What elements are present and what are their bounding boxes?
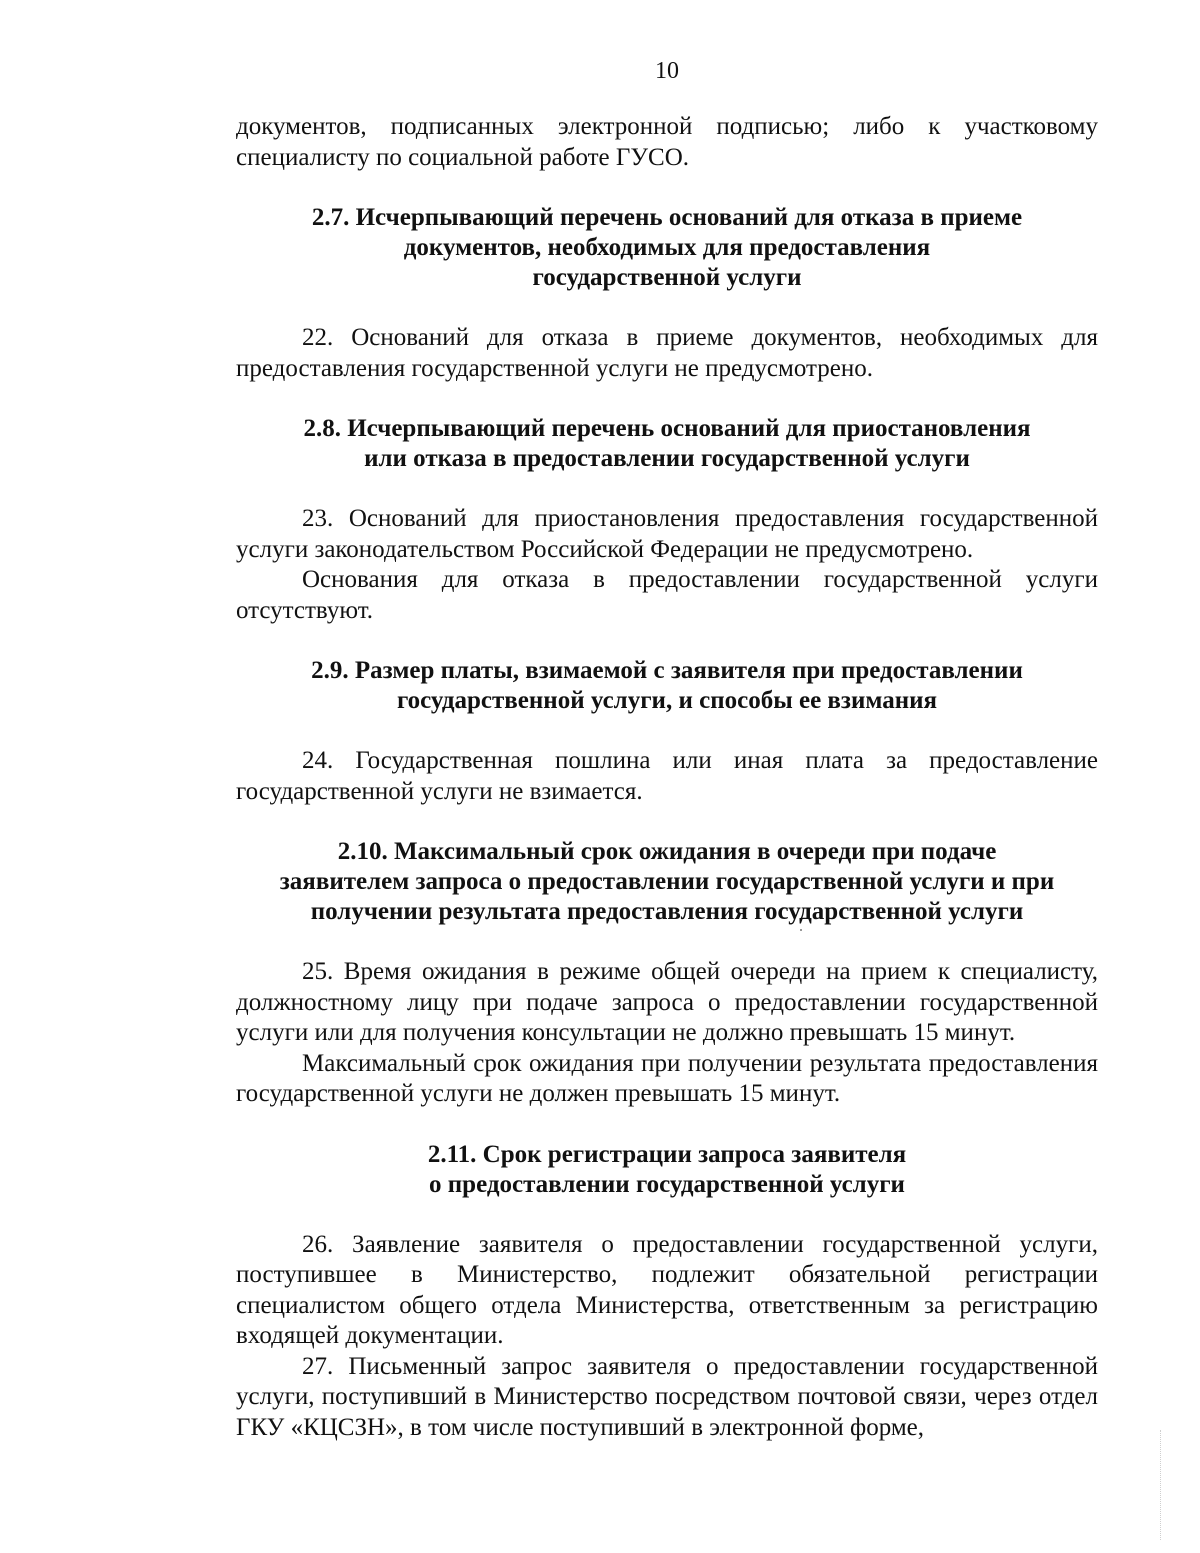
- paragraph-26: 26. Заявление заявителя о предоставлении государственной услуги, поступившее в Министерство, подлежит обязательной регистрации специалистом общего отдела Министерства, ответственным за регистрацию входящей документации.: [236, 1230, 1098, 1349]
- section-heading-2-11: [236, 1140, 1098, 1200]
- heading-line: заявителем запроса о предоставлении государственной услуги и при: [279, 868, 1055, 895]
- heading-line: государственной услуги: [532, 264, 802, 291]
- paragraph-25-continued: Максимальный срок ожидания при получении результата предоставления государственной услуги не должен превышать 15 минут.: [236, 1049, 1098, 1107]
- paragraph-intro: документов, подписанных электронной подписью; либо к участковому специалисту по социальной работе ГУСО.: [236, 113, 1098, 171]
- section-heading-2-7: [236, 203, 1098, 293]
- paragraph-22: 22. Оснований для отказа в приеме документов, необходимых для предоставления государственной услуги не предусмотрено.: [236, 324, 1098, 382]
- heading-line: или отказа в предоставлении государственной услуги: [364, 445, 970, 472]
- scan-edge-mark: [1160, 1430, 1162, 1540]
- document-body: [236, 112, 1098, 1443]
- section-heading-2-10: [236, 837, 1098, 927]
- paragraph-27: 27. Письменный запрос заявителя о предоставлении государственной услуги, поступивший в Министерство посредством почтовой связи, через отдел ГКУ «КЦСЗН», в том числе поступивший в электронной форме,: [236, 1352, 1098, 1441]
- paragraph-23-continued: Основания для отказа в предоставлении государственной услуги отсутствуют.: [236, 566, 1098, 624]
- heading-line: 2.11. Срок регистрации запроса заявителя: [427, 1140, 907, 1168]
- section-heading-2-8: [236, 414, 1098, 474]
- heading-line: 2.7. Исчерпывающий перечень оснований для отказа в приеме: [311, 204, 1023, 231]
- paragraph-25: 25. Время ожидания в режиме общей очереди на прием к специалисту, должностному лицу при подаче запроса о предоставлении государственной услуги или для получения консультации не должно превышать 15 минут.: [236, 958, 1098, 1046]
- heading-line: 2.9. Размер платы, взимаемой с заявителя при предоставлении: [311, 657, 1023, 684]
- page-number: 10: [655, 58, 679, 84]
- heading-line: 2.8. Исчерпывающий перечень оснований для приостановления: [303, 415, 1031, 442]
- heading-line: государственной услуги, и способы ее взимания: [396, 687, 938, 714]
- heading-line: получении результата предоставления государственной услуги: [310, 898, 1024, 925]
- scan-speck: [800, 929, 802, 931]
- heading-line: о предоставлении государственной услуги: [429, 1170, 905, 1198]
- heading-line: 2.10. Максимальный срок ожидания в очереди при подаче: [337, 838, 997, 865]
- paragraph-24: 24. Государственная пошлина или иная плата за предоставление государственной услуги не взимается.: [236, 747, 1098, 805]
- paragraph-23: 23. Оснований для приостановления предоставления государственной услуги законодательством Российской Федерации не предусмотрено.: [236, 505, 1098, 563]
- heading-line: документов, необходимых для предоставления: [403, 234, 931, 261]
- section-heading-2-9: [236, 656, 1098, 716]
